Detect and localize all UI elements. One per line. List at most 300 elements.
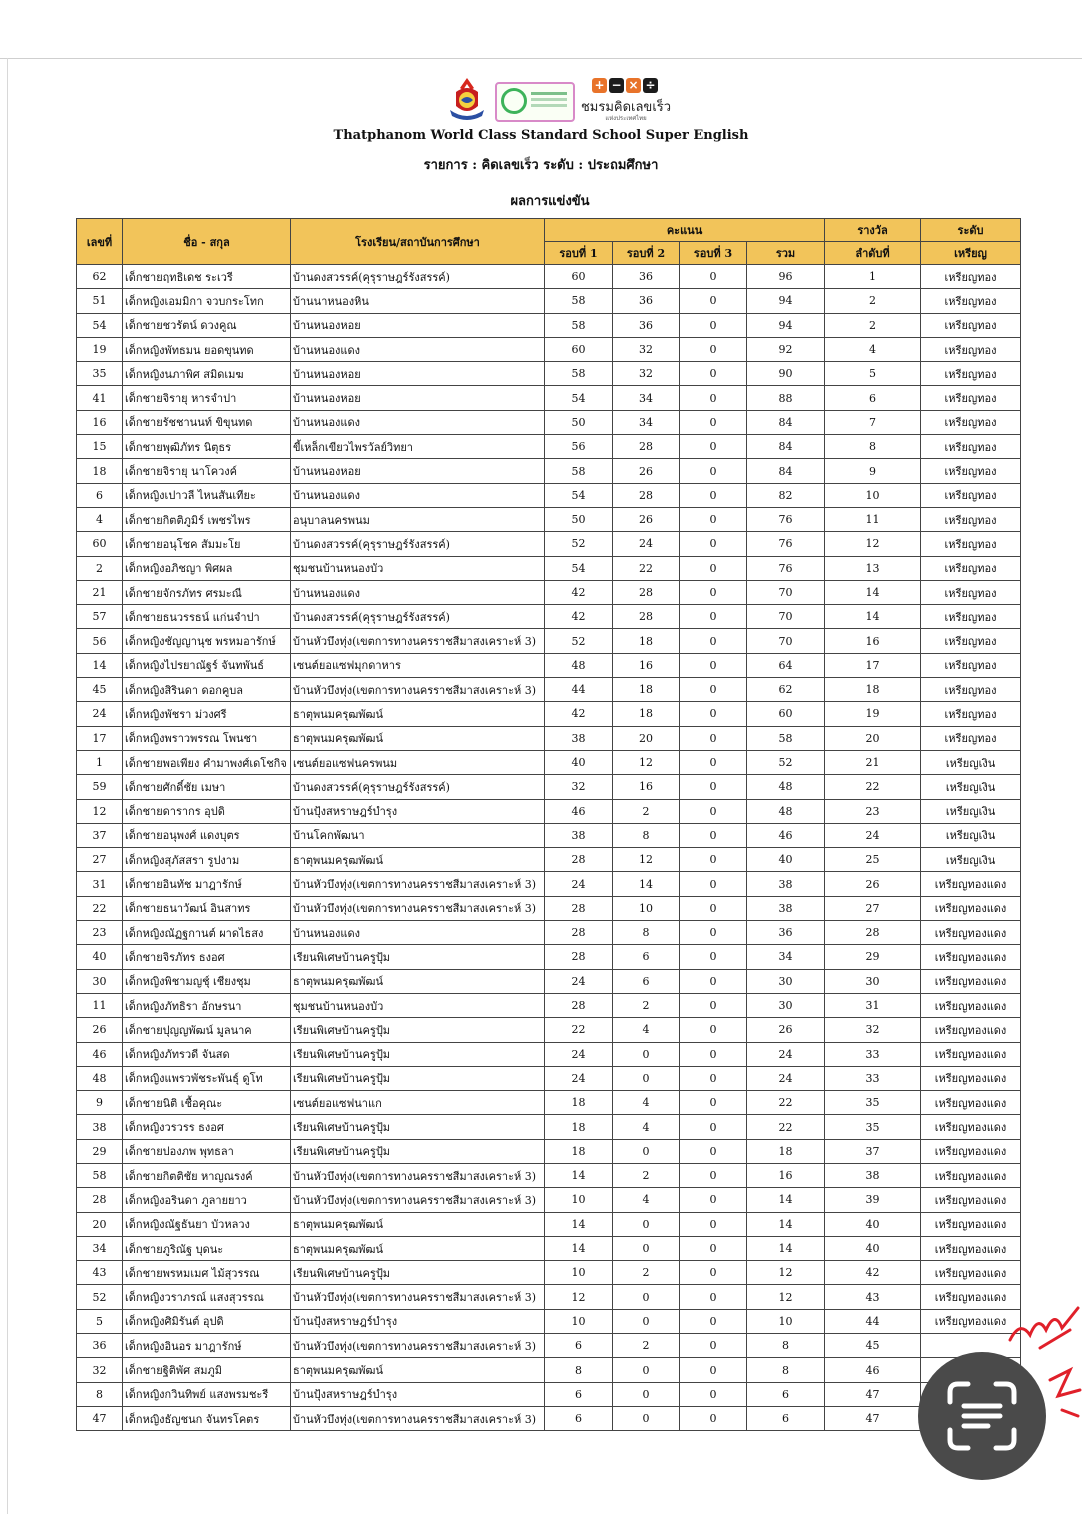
cell-rank: 2 [825, 313, 921, 337]
results-heading: ผลการแข่งขัน [510, 194, 590, 209]
cell-no: 28 [77, 1188, 123, 1212]
table-row [77, 313, 1021, 337]
cell-rank: 37 [825, 1139, 921, 1163]
cell-rank: 31 [825, 993, 921, 1017]
cell-rank: 29 [825, 945, 921, 969]
cell-round1: 54 [545, 483, 613, 507]
cell-rank: 23 [825, 799, 921, 823]
cell-rank: 33 [825, 1066, 921, 1090]
cell-no: 38 [77, 1115, 123, 1139]
cell-medal: เหรียญทองแดง [921, 1212, 1021, 1236]
cell-round3: 0 [680, 459, 747, 483]
cell-round1: 50 [545, 410, 613, 434]
cell-total: 96 [747, 265, 825, 289]
cell-total: 26 [747, 1018, 825, 1042]
cell-round1: 28 [545, 896, 613, 920]
table-row [77, 775, 1021, 799]
cell-round3: 0 [680, 1309, 747, 1333]
cell-name: เด็กหญิงพัชรา ม่วงศรี [123, 702, 291, 726]
cell-name: เด็กชายดารากร อุปดิ [123, 799, 291, 823]
cell-round2: 36 [613, 289, 680, 313]
table-row [77, 580, 1021, 604]
cell-no: 5 [77, 1309, 123, 1333]
cell-school: บ้านหัวบึงทุ่ง(เขตการทางนครราชสีมาสงเคราะห์ 3) [291, 1406, 545, 1430]
cell-name: เด็กชายศักดิ์ชัย เมษา [123, 775, 291, 799]
cell-school: เรียนพิเศษบ้านครูปุ้ม [291, 1261, 545, 1285]
cell-school: เรียนพิเศษบ้านครูปุ้ม [291, 1139, 545, 1163]
cell-name: เด็กชายจักรภัทร ศรมะณี [123, 580, 291, 604]
cell-no: 41 [77, 386, 123, 410]
cell-name: เด็กชายพุฒิภัทร นิตุธร [123, 435, 291, 459]
cell-total: 84 [747, 459, 825, 483]
cell-school: ชุมชนบ้านหนองบัว [291, 993, 545, 1017]
cell-no: 11 [77, 993, 123, 1017]
cell-rank: 11 [825, 507, 921, 531]
cell-medal: เหรียญทอง [921, 386, 1021, 410]
cell-round1: 44 [545, 678, 613, 702]
cell-school: บ้านปุ้งสหราษฎร์บำรุง [291, 799, 545, 823]
minus-symbol: − [609, 78, 624, 93]
cell-medal: เหรียญทองแดง [921, 896, 1021, 920]
cell-round3: 0 [680, 726, 747, 750]
table-row [77, 410, 1021, 434]
cell-rank: 17 [825, 653, 921, 677]
cell-round3: 0 [680, 1163, 747, 1187]
cell-medal: เหรียญทองแดง [921, 969, 1021, 993]
cell-medal: เหรียญทองแดง [921, 1236, 1021, 1260]
cell-no: 12 [77, 799, 123, 823]
cell-round1: 42 [545, 580, 613, 604]
table-row [77, 1115, 1021, 1139]
table-row [77, 945, 1021, 969]
cell-round2: 6 [613, 945, 680, 969]
cell-round1: 24 [545, 872, 613, 896]
cell-school: ธาตุพนมครุฒพัฒน์ [291, 1212, 545, 1236]
competition-title: รายการ : คิดเลขเร็ว ระดับ : ประถมศึกษา [423, 158, 659, 173]
cell-medal: เหรียญทอง [921, 483, 1021, 507]
cell-round2: 36 [613, 265, 680, 289]
cell-round3: 0 [680, 580, 747, 604]
cell-name: เด็กหญิงสุภัสสรา รูปงาม [123, 848, 291, 872]
cell-total: 8 [747, 1334, 825, 1358]
cell-round2: 0 [613, 1236, 680, 1260]
plus-symbol: + [592, 78, 607, 93]
cell-school: เซนต์ยอแซฟนาแก [291, 1091, 545, 1115]
cell-no: 17 [77, 726, 123, 750]
cell-round1: 32 [545, 775, 613, 799]
cell-round1: 10 [545, 1188, 613, 1212]
cell-medal: เหรียญทอง [921, 313, 1021, 337]
cell-medal: เหรียญทองแดง [921, 1139, 1021, 1163]
club-logo-subtext: แห่งประเทศไทย [605, 115, 647, 122]
cell-rank: 39 [825, 1188, 921, 1212]
cell-school: บ้านหนองแดง [291, 410, 545, 434]
cell-total: 30 [747, 993, 825, 1017]
cell-no: 51 [77, 289, 123, 313]
col-header-name: ชื่อ - สกุล [123, 219, 291, 265]
cell-name: เด็กชายฤทธิเดช ระเวรี [123, 265, 291, 289]
cell-round3: 0 [680, 1091, 747, 1115]
cell-rank: 43 [825, 1285, 921, 1309]
cell-no: 26 [77, 1018, 123, 1042]
cell-rank: 40 [825, 1236, 921, 1260]
cell-no: 59 [77, 775, 123, 799]
cell-round3: 0 [680, 848, 747, 872]
cell-school: บ้านหัวบึงทุ่ง(เขตการทางนครราชสีมาสงเคราะห์ 3) [291, 629, 545, 653]
cell-medal: เหรียญเงิน [921, 848, 1021, 872]
cell-round3: 0 [680, 629, 747, 653]
cell-school: บ้านปุ้งสหราษฎร์บำรุง [291, 1309, 545, 1333]
cell-total: 60 [747, 702, 825, 726]
scan-text-button[interactable] [918, 1352, 1046, 1480]
cell-rank: 16 [825, 629, 921, 653]
cell-round1: 58 [545, 313, 613, 337]
cell-round2: 4 [613, 1018, 680, 1042]
cell-round3: 0 [680, 872, 747, 896]
cell-round3: 0 [680, 896, 747, 920]
cell-school: เรียนพิเศษบ้านครูปุ้ม [291, 1042, 545, 1066]
cell-school: บ้านหัวบึงทุ่ง(เขตการทางนครราชสีมาสงเคราะห์ 3) [291, 872, 545, 896]
cell-no: 30 [77, 969, 123, 993]
cell-name: เด็กหญิงธัญชนก จันทรโคตร [123, 1406, 291, 1430]
cell-medal: เหรียญทองแดง [921, 1091, 1021, 1115]
cell-name: เด็กชายจิรายุ หารจำปา [123, 386, 291, 410]
cell-school: บ้านหนองหอย [291, 362, 545, 386]
cell-round2: 22 [613, 556, 680, 580]
table-row [77, 532, 1021, 556]
cell-medal: เหรียญทองแดง [921, 1261, 1021, 1285]
cell-total: 22 [747, 1115, 825, 1139]
cell-round2: 34 [613, 410, 680, 434]
cell-round2: 0 [613, 1212, 680, 1236]
cell-medal: เหรียญทอง [921, 702, 1021, 726]
cell-round3: 0 [680, 289, 747, 313]
cell-school: ธาตุพนมครุฒพัฒน์ [291, 848, 545, 872]
cell-round2: 0 [613, 1406, 680, 1430]
cell-round3: 0 [680, 435, 747, 459]
cell-round1: 56 [545, 435, 613, 459]
table-row [77, 265, 1021, 289]
cell-name: เด็กชายพรหมเมศ ไม้สุวรรณ [123, 1261, 291, 1285]
cell-rank: 4 [825, 337, 921, 361]
cell-total: 18 [747, 1139, 825, 1163]
cell-medal: เหรียญเงิน [921, 750, 1021, 774]
top-bar [0, 0, 1082, 59]
cell-rank: 21 [825, 750, 921, 774]
cell-rank: 25 [825, 848, 921, 872]
col-header-level: ระดับ [921, 219, 1021, 242]
cell-rank: 14 [825, 580, 921, 604]
cell-round1: 24 [545, 1066, 613, 1090]
col-header-school: โรงเรียน/สถาบันการศึกษา [291, 219, 545, 265]
cell-name: เด็กหญิงพราวพรรณ โพนชา [123, 726, 291, 750]
cell-rank: 47 [825, 1406, 921, 1430]
cell-no: 21 [77, 580, 123, 604]
cell-medal: เหรียญเงิน [921, 775, 1021, 799]
cell-round1: 10 [545, 1309, 613, 1333]
cell-no: 29 [77, 1139, 123, 1163]
cell-round2: 26 [613, 507, 680, 531]
cell-total: 8 [747, 1358, 825, 1382]
cell-school: บ้านโคกพัฒนา [291, 823, 545, 847]
cell-no: 9 [77, 1091, 123, 1115]
cell-round2: 0 [613, 1066, 680, 1090]
cell-medal: เหรียญทองแดง [921, 872, 1021, 896]
cell-round1: 14 [545, 1236, 613, 1260]
cell-no: 43 [77, 1261, 123, 1285]
cell-name: เด็กหญิงเปาวลี ไหนสันเทียะ [123, 483, 291, 507]
table-row [77, 653, 1021, 677]
table-row [77, 896, 1021, 920]
cell-total: 14 [747, 1236, 825, 1260]
cell-no: 27 [77, 848, 123, 872]
cell-no: 22 [77, 896, 123, 920]
cell-total: 58 [747, 726, 825, 750]
cell-rank: 19 [825, 702, 921, 726]
cell-name: เด็กชายปองภพ พุทธลา [123, 1139, 291, 1163]
cell-round3: 0 [680, 945, 747, 969]
school-title: Thatphanom World Class Standard School Super English [333, 128, 749, 143]
cell-school: บ้านหัวบึงทุ่ง(เขตการทางนครราชสีมาสงเคราะห์ 3) [291, 896, 545, 920]
cell-no: 52 [77, 1285, 123, 1309]
logo-row [0, 74, 1082, 124]
table-row [77, 1358, 1021, 1382]
cell-round2: 28 [613, 580, 680, 604]
table-row [77, 1334, 1021, 1358]
cell-total: 34 [747, 945, 825, 969]
cell-total: 88 [747, 386, 825, 410]
cell-no: 4 [77, 507, 123, 531]
cell-school: ธาตุพนมครุฒพัฒน์ [291, 726, 545, 750]
cell-school: บ้านหนองแดง [291, 337, 545, 361]
club-logo [576, 78, 676, 122]
cell-no: 48 [77, 1066, 123, 1090]
cell-round1: 52 [545, 532, 613, 556]
cell-round1: 28 [545, 848, 613, 872]
cell-total: 24 [747, 1066, 825, 1090]
cell-school: บ้านหนองแดง [291, 921, 545, 945]
cell-round1: 42 [545, 702, 613, 726]
cell-name: เด็กชายอินทัช มาฎารักษ์ [123, 872, 291, 896]
cell-school: เรียนพิเศษบ้านครูปุ้ม [291, 1066, 545, 1090]
cell-round2: 24 [613, 532, 680, 556]
cell-round2: 4 [613, 1188, 680, 1212]
cell-medal: เหรียญเงิน [921, 823, 1021, 847]
col-header-round2: รอบที่ 2 [613, 242, 680, 265]
cell-round1: 54 [545, 556, 613, 580]
table-row [77, 1018, 1021, 1042]
cell-round1: 14 [545, 1163, 613, 1187]
cell-school: บ้านหัวบึงทุ่ง(เขตการทางนครราชสีมาสงเคราะห์ 3) [291, 1285, 545, 1309]
table-row [77, 1309, 1021, 1333]
cell-rank: 2 [825, 289, 921, 313]
cell-school: ขี้เหล็กเขียวไพรวัลย์วิทยา [291, 435, 545, 459]
cell-round3: 0 [680, 1018, 747, 1042]
cell-school: เซนต์ยอแซฟนครพนม [291, 750, 545, 774]
cell-no: 60 [77, 532, 123, 556]
results-body [77, 265, 1021, 1431]
cell-round3: 0 [680, 653, 747, 677]
col-header-medal: เหรียญ [921, 242, 1021, 265]
cell-school: บ้านดงสวรรค์(คุรุราษฎร์รังสรรค์) [291, 532, 545, 556]
cell-round3: 0 [680, 702, 747, 726]
table-row [77, 1236, 1021, 1260]
cell-no: 34 [77, 1236, 123, 1260]
cell-rank: 22 [825, 775, 921, 799]
cell-rank: 46 [825, 1358, 921, 1382]
cell-school: บ้านหนองหอย [291, 459, 545, 483]
cell-round3: 0 [680, 313, 747, 337]
cell-name: เด็กหญิงณัฏฐกานต์ ผาดไธสง [123, 921, 291, 945]
cell-no: 47 [77, 1406, 123, 1430]
cell-round3: 0 [680, 556, 747, 580]
cell-round1: 22 [545, 1018, 613, 1042]
cell-medal: เหรียญทอง [921, 726, 1021, 750]
cell-round1: 6 [545, 1406, 613, 1430]
cell-no: 6 [77, 483, 123, 507]
cell-medal: เหรียญทอง [921, 653, 1021, 677]
cell-round2: 2 [613, 1261, 680, 1285]
table-row [77, 1261, 1021, 1285]
cell-rank: 44 [825, 1309, 921, 1333]
cell-round1: 18 [545, 1091, 613, 1115]
cell-name: เด็กหญิงพิชามญชุ์ เชียงชุม [123, 969, 291, 993]
cell-medal: เหรียญทอง [921, 459, 1021, 483]
cell-rank: 10 [825, 483, 921, 507]
cell-medal: เหรียญทองแดง [921, 993, 1021, 1017]
cell-round3: 0 [680, 1066, 747, 1090]
cell-round2: 12 [613, 848, 680, 872]
cell-medal: เหรียญทองแดง [921, 1042, 1021, 1066]
cell-round1: 10 [545, 1261, 613, 1285]
cell-name: เด็กชายนิติ เชื้อคุณะ [123, 1091, 291, 1115]
cell-round2: 18 [613, 629, 680, 653]
cell-school: บ้านหัวบึงทุ่ง(เขตการทางนครราชสีมาสงเคราะห์ 3) [291, 1334, 545, 1358]
cell-round3: 0 [680, 386, 747, 410]
cell-medal: เหรียญทองแดง [921, 1018, 1021, 1042]
cell-medal: เหรียญทอง [921, 556, 1021, 580]
col-header-total: รวม [747, 242, 825, 265]
cell-total: 40 [747, 848, 825, 872]
cell-total: 90 [747, 362, 825, 386]
scan-text-icon [944, 1378, 1020, 1454]
cell-round2: 2 [613, 993, 680, 1017]
cell-round1: 58 [545, 459, 613, 483]
cell-name: เด็กหญิงแพรวพัชระพันธุ์ ดูโท [123, 1066, 291, 1090]
cell-school: เรียนพิเศษบ้านครูปุ้ม [291, 1018, 545, 1042]
table-row [77, 362, 1021, 386]
cell-round1: 46 [545, 799, 613, 823]
cell-round3: 0 [680, 410, 747, 434]
cell-rank: 14 [825, 605, 921, 629]
cell-name: เด็กชายอนุโชค สัมมะโย [123, 532, 291, 556]
cell-name: เด็กชายปุญญพัฒน์ มูลนาค [123, 1018, 291, 1042]
table-row [77, 726, 1021, 750]
cell-round2: 28 [613, 483, 680, 507]
cell-total: 6 [747, 1406, 825, 1430]
table-row [77, 823, 1021, 847]
cell-round2: 12 [613, 750, 680, 774]
cell-round3: 0 [680, 969, 747, 993]
table-row [77, 921, 1021, 945]
cell-total: 70 [747, 580, 825, 604]
cell-school: ธาตุพนมครุฒพัฒน์ [291, 702, 545, 726]
cell-total: 84 [747, 410, 825, 434]
cell-rank: 42 [825, 1261, 921, 1285]
cell-rank: 35 [825, 1091, 921, 1115]
cell-round2: 16 [613, 653, 680, 677]
cell-name: เด็กชายกิตติภูมิร์ เพชรไพร [123, 507, 291, 531]
cell-medal: เหรียญทองแดง [921, 921, 1021, 945]
cell-total: 48 [747, 799, 825, 823]
cell-round3: 0 [680, 750, 747, 774]
cell-school: บ้านหนองหอย [291, 386, 545, 410]
cell-round3: 0 [680, 507, 747, 531]
cell-round2: 4 [613, 1091, 680, 1115]
cell-rank: 5 [825, 362, 921, 386]
cell-round3: 0 [680, 1212, 747, 1236]
cell-name: เด็กหญิงพัทธมน ยอดขุนทด [123, 337, 291, 361]
cell-total: 22 [747, 1091, 825, 1115]
cell-rank: 40 [825, 1212, 921, 1236]
cell-rank: 24 [825, 823, 921, 847]
cell-name: เด็กหญิงนภาพิศ สมิดเมฆ [123, 362, 291, 386]
table-row [77, 969, 1021, 993]
cell-total: 82 [747, 483, 825, 507]
table-row [77, 1382, 1021, 1406]
col-header-award: รางวัล [825, 219, 921, 242]
cell-round2: 0 [613, 1358, 680, 1382]
cell-round2: 0 [613, 1139, 680, 1163]
cell-round2: 0 [613, 1382, 680, 1406]
cell-school: บ้านนาหนองหิน [291, 289, 545, 313]
cell-round1: 24 [545, 1042, 613, 1066]
cell-round2: 20 [613, 726, 680, 750]
cell-name: เด็กชายอนุพงศ์ แดงบุตร [123, 823, 291, 847]
table-row [77, 872, 1021, 896]
cell-round1: 24 [545, 969, 613, 993]
cell-round1: 28 [545, 993, 613, 1017]
cell-school: บ้านดงสวรรค์(คุรุราษฎร์รังสรรค์) [291, 775, 545, 799]
cell-medal: เหรียญทอง [921, 410, 1021, 434]
cell-round1: 52 [545, 629, 613, 653]
table-row [77, 993, 1021, 1017]
cell-total: 38 [747, 896, 825, 920]
table-row [77, 1139, 1021, 1163]
cell-round2: 0 [613, 1285, 680, 1309]
cell-round3: 0 [680, 1285, 747, 1309]
cell-round3: 0 [680, 1382, 747, 1406]
cell-round3: 0 [680, 265, 747, 289]
cell-medal: เหรียญทอง [921, 265, 1021, 289]
cell-round2: 28 [613, 435, 680, 459]
cell-name: เด็กหญิงสิรินดา ดอกคูบล [123, 678, 291, 702]
cell-round1: 50 [545, 507, 613, 531]
cell-total: 38 [747, 872, 825, 896]
cell-no: 31 [77, 872, 123, 896]
table-row [77, 750, 1021, 774]
cell-medal: เหรียญทอง [921, 580, 1021, 604]
cell-round3: 0 [680, 775, 747, 799]
cell-school: บ้านหนองแดง [291, 483, 545, 507]
cell-round1: 38 [545, 726, 613, 750]
cell-total: 62 [747, 678, 825, 702]
table-row [77, 1406, 1021, 1430]
cell-round3: 0 [680, 993, 747, 1017]
cell-name: เด็กหญิงณัฐธันยา บัวหลวง [123, 1212, 291, 1236]
results-table [76, 218, 1021, 1431]
cell-no: 19 [77, 337, 123, 361]
